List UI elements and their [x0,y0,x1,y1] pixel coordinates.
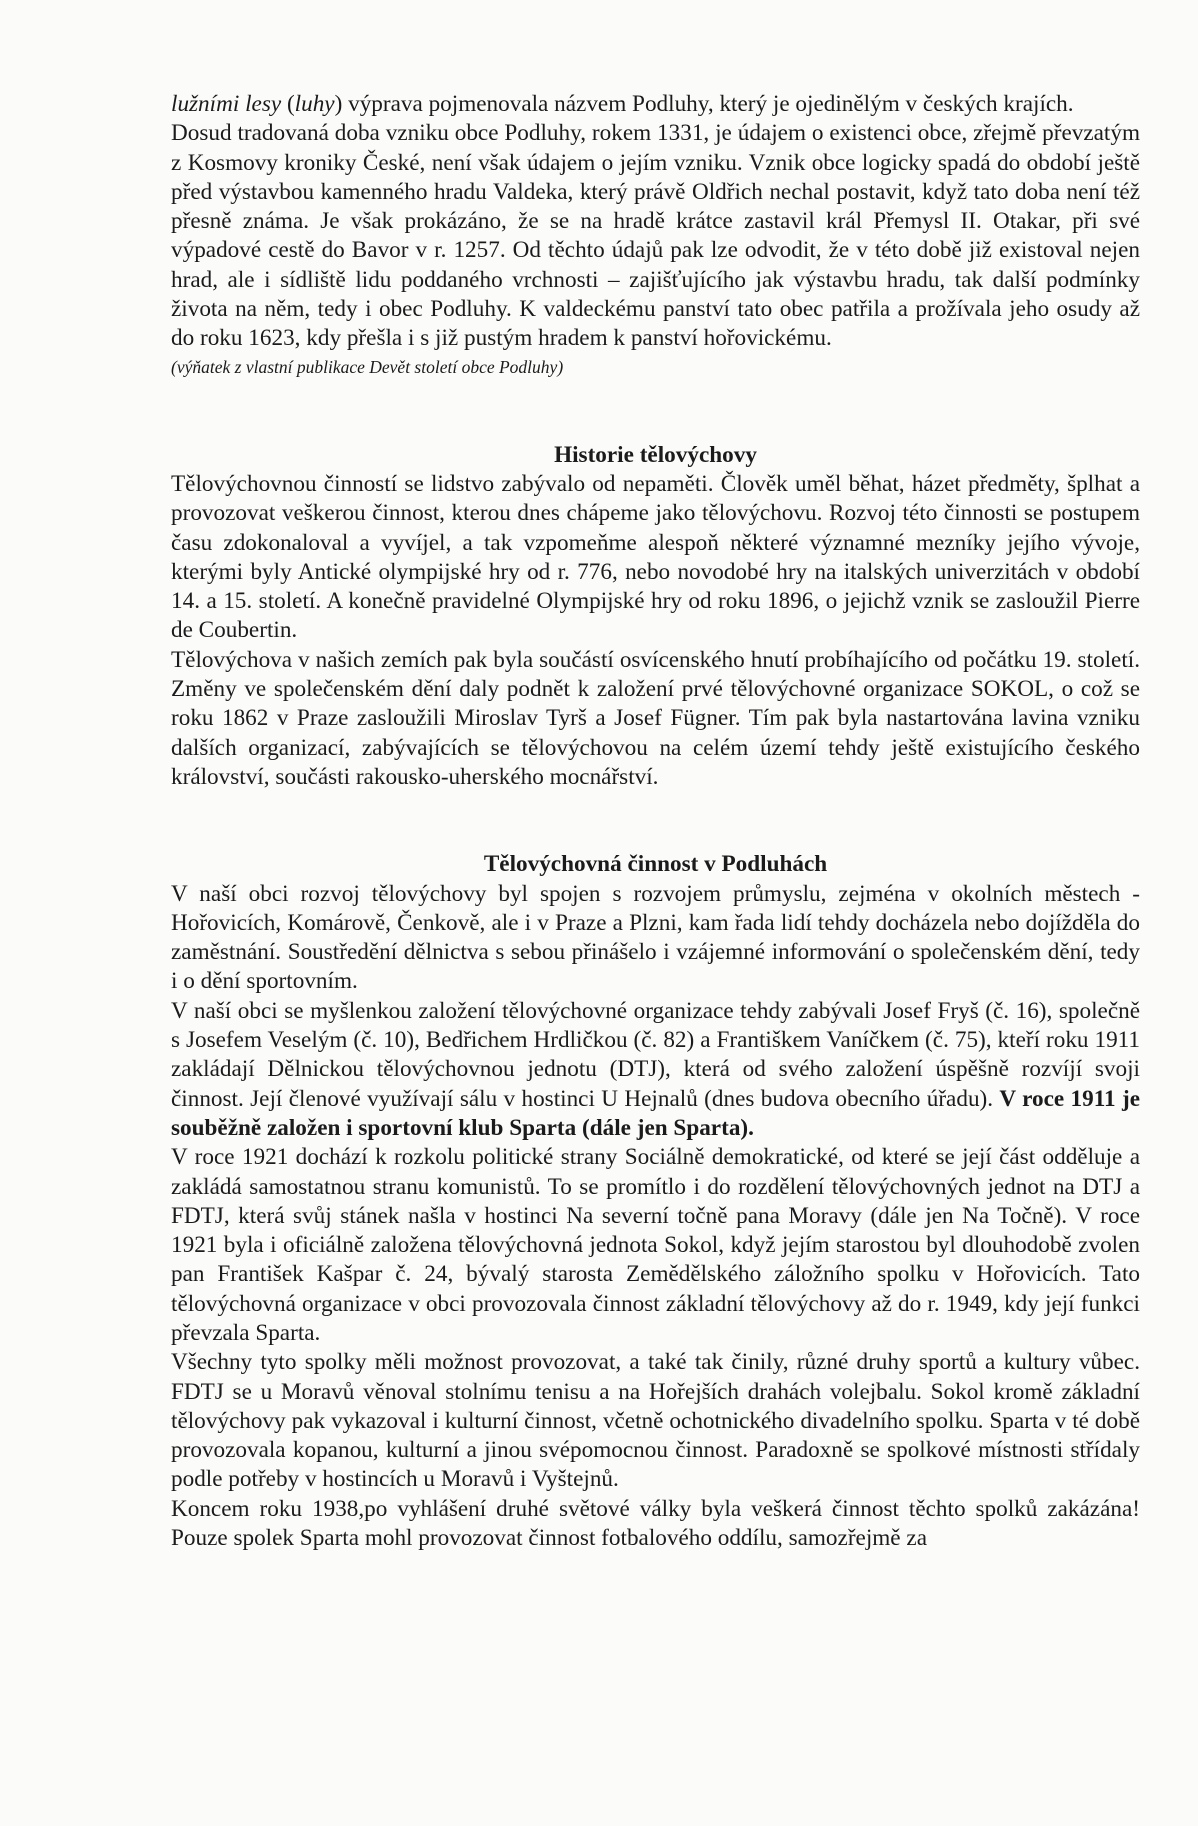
podluhy-paragraph-1: V naší obci rozvoj tělovýchovy byl spojen s rozvojem průmyslu, zejména v okolních městech - Hořovicích, Komárově, Čenkově, ale i v Praze a Plzni, kam řada lidí tehdy docházela nebo dojížděla do zaměstnání. Soustředění dělnictva s sebou přinášelo i vzájemné informování o společenském dění, tedy i o dění sportovním. [171,880,1140,995]
text-column [171,90,1140,1553]
podluhy-paragraph-4: Všechny tyto spolky měli možnost provozovat, a také tak činily, různé druhy sportů a kultury vůbec. FDTJ se u Moravů věnoval stolnímu tenisu a na Hořejších drahách volejbalu. Sokol kromě základní tělovýchovy pak vykazoval i kulturní činnost, včetně ochotnického divadelního spolku. Sparta v té době provozovala kopanou, kulturní a jinou svépomocnou činnost. Paradoxně se spolkové místnosti střídaly podle potřeby v hostincích u Moravů i Vyštejnů. [171,1349,1140,1493]
section-heading-history: Historie tělovýchovy [554,441,757,468]
podluhy-paragraph-3: V roce 1921 dochází k rozkolu politické strany Sociálně demokratické, od které se její část odděluje a zakládá samostatnou stranu komunistů. To se promítlo i do rozdělení tělovýchovných jednot na DTJ a FDTJ, která svůj stánek našla v hostinci Na severní točně pana Moravy (dále jen Na Točně). V roce 1921 byla i oficiálně založena tělovýchovná jednota Sokol, když jejím starostou byl dlouhodobě zvolen pan František Kašpar č. 24, bývalý starosta Zemědělského záložního spolku v Hořovicích. Tato tělovýchovná organizace v obci provozovala činnost základní tělovýchovy až do r. 1949, kdy její funkci převzala Sparta. [171,1144,1140,1346]
podluhy-p2-text: V naší obci se myšlenkou založení tělovýchovné organizace tehdy zabývali Josef Fryš (č. 16), společně s Josefem Veselým (č. 10), Bedřichem Hrdličkou (č. 82) a Františkem Vaníčkem (č. 75), kteří roku 1911 zakládají Dělnickou tělovýchovnou jednotu (DTJ), která od svého založení úspěšně rozvíjí svoji činnost. Její členové využívají sálu v hostinci U Hejnalů (dnes budova obecního úřadu). [171,997,1140,1112]
intro-italic-luhy: luhy [294,91,335,117]
intro-paragraph-1 [171,90,1140,119]
intro-paragraph-2: Dosud tradovaná doba vzniku obce Podluhy, rokem 1331, je údajem o existenci obce, zřejmě převzatým z Kosmovy kroniky České, není však údajem o jejím vzniku. Vznik obce logicky spadá do období ještě před výstavbou kamenného hradu Valdeka, který právě Oldřich nechal postavit, když tato doba není též přesně známa. Je však prokázáno, že se na hradě krátce zastavil král Přemysl II. Otakar, při své výpadové cestě do Bavor v r. 1257. Od těchto údajů pak lze odvodit, že v této době již existoval nejen hrad, ale i sídliště lidu poddaného vrchnosti – zajišťujícího jak výstavbu hradu, tak další podmínky života na něm, tedy i obec Podluhy. K valdeckému panství tato obec patřila a prožívala jeho osudy až do roku 1623, kdy přešla i s již pustým hradem k panství hořovickému. [171,120,1140,352]
intro-text: ) výprava pojmenovala názvem Podluhy, který je ojedinělým v českých krajích. [334,91,1074,117]
intro-paren: ( [281,91,295,117]
section-heading-podluhy: Tělovýchovná činnost v Podluhách [483,851,828,878]
intro-italic-term: lužními lesy [171,91,282,117]
history-paragraph-1: Tělovýchovnou činností se lidstvo zabývalo od nepaměti. Člověk uměl běhat, házet předměty, šplhat a provozovat veškerou činnost, kterou dnes chápeme jako tělovýchovu. Rozvoj této činnosti se postupem času zdokonaloval a vyvíjel, a tak vzpomeňme alespoň některé významné mezníky jejího vývoje, kterými byly Antické olympijské hry od r. 776, nebo novodobé hry na italských univerzitách v období 14. a 15. století. A konečně pravidelné Olympijské hry od roku 1896, o jejichž vznik se zasloužil Pierre de Coubertin. [171,470,1140,644]
podluhy-paragraph-5: Koncem roku 1938,po vyhlášení druhé světové války byla veškerá činnost těchto spolků zakázána! Pouze spolek Sparta mohl provozovat činnost fotbalového oddílu, samozřejmě za [171,1495,1140,1552]
source-note: (výňatek z vlastní publikace Devět století obce Podluhy) [171,356,564,377]
podluhy-p2-bold: V roce 1911 je souběžně založen i sportovní klub Sparta (dále jen Sparta). [171,1085,1141,1141]
podluhy-paragraph-2 [171,997,1140,1143]
history-paragraph-2: Tělovýchova v našich zemích pak byla součástí osvícenského hnutí probíhajícího od počátku 19. století. Změny ve společenském dění daly podnět k založení prvé tělovýchovné organizace SOKOL, o což se roku 1862 v Praze zasloužili Miroslav Tyrš a Josef Fügner. Tím pak byla nastartována lavina vzniku dalších organizací, zabývajících se tělovýchovou na celém území tehdy ještě existujícího českého království, součásti rakousko-uherského mocnářství. [171,646,1140,790]
